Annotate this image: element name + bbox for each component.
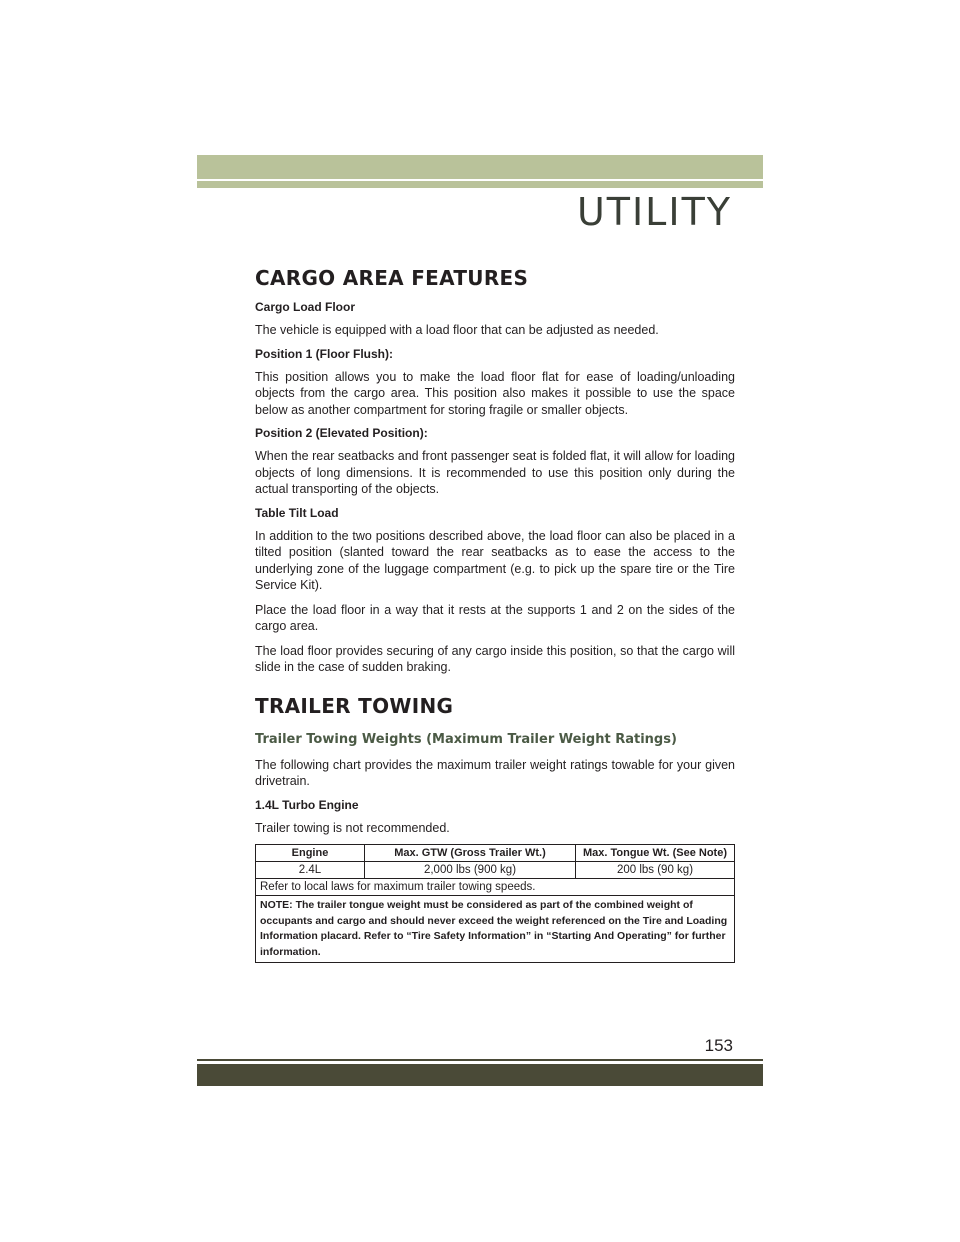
page-number: 153	[704, 1036, 733, 1055]
header-band	[197, 155, 763, 179]
towing-heading: TRAILER TOWING	[255, 693, 454, 718]
towing-table	[255, 844, 735, 963]
tongue-weight-note: NOTE: The trailer tongue weight must be considered as part of the combined weight of occupants and cargo and should never exceed the weight referenced on the Tire and Loading Information placard. Refer to “Tire Safety Information” in “Starting And Operating” for further information.	[256, 896, 735, 963]
table-header-row	[256, 845, 735, 862]
header-max-gtw: Max. GTW (Gross Trailer Wt.)	[365, 845, 576, 862]
header-max-tongue: Max. Tongue Wt. (See Note)	[576, 845, 735, 862]
load-floor-label: Cargo Load Floor	[255, 300, 355, 314]
tilt-load-text-1: In addition to the two positions described above, the load floor can also be placed in a tilted position (slanted toward the rear seatbacks as to ease the access to the underlying zone of the luggage compartment (e.g. to pick up the spare tire or the Tire Service Kit).	[255, 528, 735, 592]
position-1-label: Position 1 (Floor Flush):	[255, 346, 393, 361]
speed-note: Refer to local laws for maximum trailer towing speeds.	[256, 879, 735, 896]
cell-engine: 2.4L	[256, 862, 365, 879]
engine-label: 1.4L Turbo Engine	[255, 797, 359, 812]
towing-subheading: Trailer Towing Weights (Maximum Trailer Weight Ratings)	[255, 731, 677, 747]
header-engine: Engine	[256, 845, 365, 862]
load-floor-text: The vehicle is equipped with a load floor that can be adjusted as needed.	[255, 323, 659, 337]
cell-max-tongue: 200 lbs (90 kg)	[576, 862, 735, 879]
tilt-load-text-3: The load floor provides securing of any cargo inside this position, so that the cargo will slide in the case of sudden braking.	[255, 643, 735, 674]
tilt-load-text-2: Place the load floor in a way that it rests at the supports 1 and 2 on the sides of the cargo area.	[255, 602, 735, 633]
section-title: UTILITY	[576, 190, 732, 234]
position-2-label: Position 2 (Elevated Position):	[255, 426, 428, 440]
towing-intro: The following chart provides the maximum trailer weight ratings towable for your given drivetrain.	[255, 757, 735, 788]
table-row-speed-note	[256, 879, 735, 896]
table-row-note	[256, 896, 735, 963]
header-rule	[197, 181, 763, 188]
footer-band	[197, 1064, 763, 1086]
footer-rule	[197, 1059, 763, 1061]
position-1-text: This position allows you to make the load floor flat for ease of loading/unloading objects from the cargo area. This position also makes it possible to use the space below as another compartment for storing fragile or smaller objects.	[255, 369, 735, 417]
tilt-load-label: Table Tilt Load	[255, 505, 339, 520]
page-content	[255, 266, 735, 963]
table-row	[256, 862, 735, 879]
cargo-heading: CARGO AREA FEATURES	[255, 266, 529, 290]
cell-max-gtw: 2,000 lbs (900 kg)	[365, 862, 576, 879]
engine-text: Trailer towing is not recommended.	[255, 820, 450, 835]
position-2-text: When the rear seatbacks and front passenger seat is folded flat, it will allow for loading objects of long dimensions. It is recommended to use this position only during the actual transporting of the objects.	[255, 449, 735, 496]
